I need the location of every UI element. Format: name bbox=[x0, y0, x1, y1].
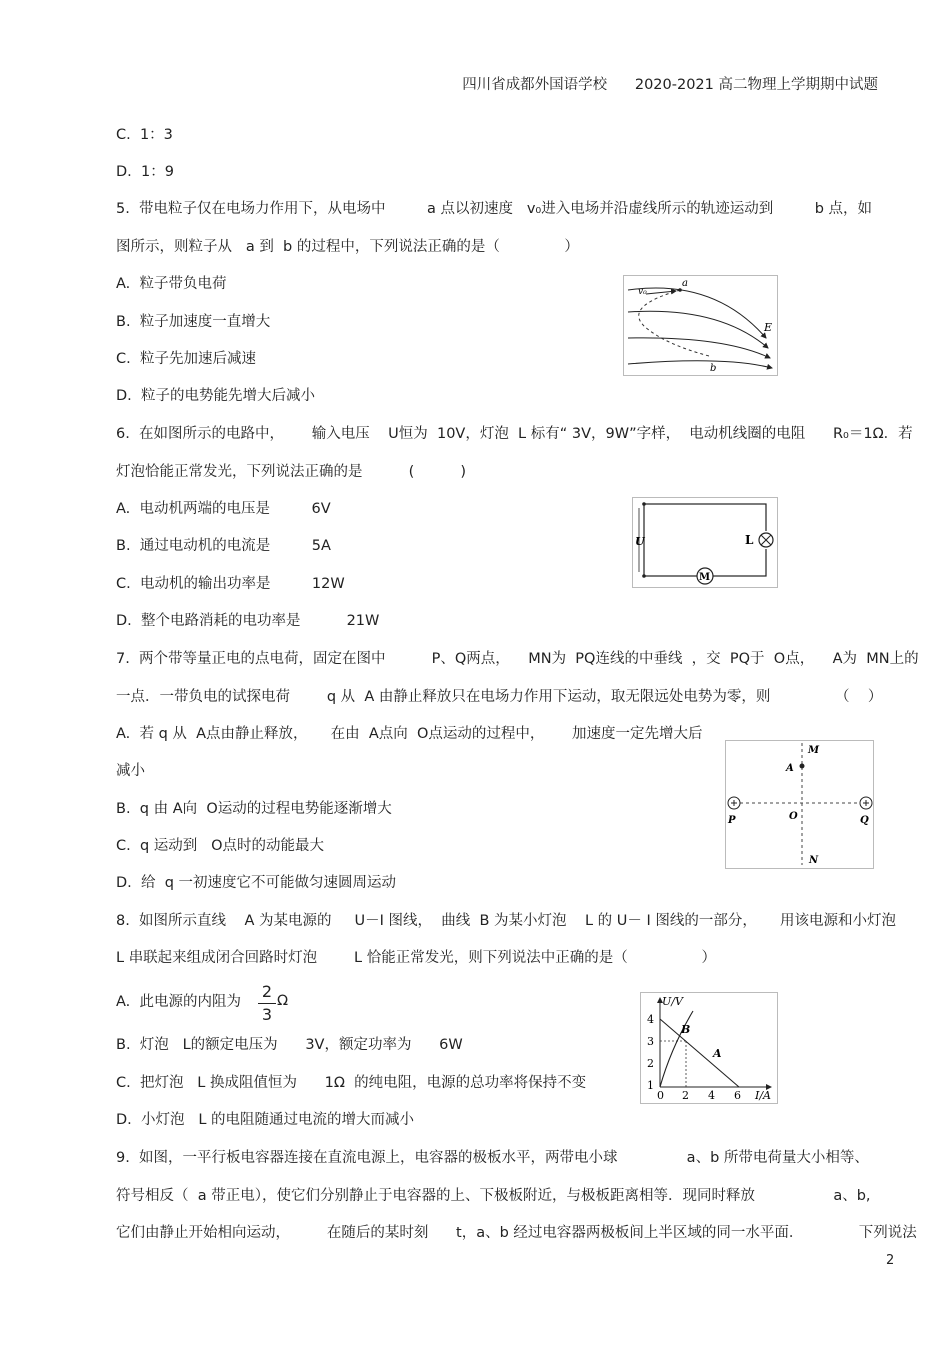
electric-field-trajectory-figure bbox=[623, 275, 778, 376]
option-4d: D. 1：9 bbox=[116, 164, 174, 180]
x-tick-4: 4 bbox=[708, 1089, 715, 1102]
question-5-line-1: 5. 带电粒子仅在电场力作用下，从电场中 a 点以初速度 v₀进入电场并沿虚线所示的轨迹运动到 b 点，如 bbox=[116, 201, 873, 217]
label-a: a bbox=[682, 278, 688, 289]
option-8a: A. 此电源的内阻为 bbox=[116, 994, 241, 1010]
field-line-3 bbox=[628, 338, 770, 358]
option-6d: D. 整个电路消耗的电功率是 21W bbox=[116, 613, 380, 629]
circuit-figure bbox=[632, 497, 778, 588]
y-tick-3: 3 bbox=[647, 1035, 654, 1048]
question-8-line-2: L 串联起来组成闭合回路时灯泡 L 恰能正常发光，则下列说法中正确的是（ ） bbox=[116, 950, 716, 966]
question-9-line-1: 9. 如图，一平行板电容器连接在直流电源上，电容器的极板水平，两带电小球 a、b 所带电荷量大小相等、 bbox=[116, 1150, 869, 1166]
option-6b: B. 通过电动机的电流是 5A bbox=[116, 538, 331, 554]
option-8d: D. 小灯泡 L 的电阻随通过电流的增大而减小 bbox=[116, 1112, 415, 1128]
page-header bbox=[462, 73, 878, 94]
option-5a: A. 粒子带负电荷 bbox=[116, 276, 227, 292]
label-M: M bbox=[699, 572, 711, 583]
option-6a: A. 电动机两端的电压是 6V bbox=[116, 501, 331, 517]
label-U: U bbox=[635, 535, 645, 548]
option-8b: B. 灯泡 L的额定电压为 3V，额定功率为 6W bbox=[116, 1037, 463, 1053]
fraction-denominator: 3 bbox=[261, 1005, 273, 1024]
option-7c: C. q 运动到 O点时的动能最大 bbox=[116, 838, 325, 854]
header-title: 2020-2021 高二物理上学期期中试题 bbox=[634, 77, 878, 93]
fraction-numerator: 2 bbox=[261, 982, 273, 1001]
label-M: M bbox=[808, 745, 820, 756]
label-A: A bbox=[786, 763, 794, 774]
y-tick-4: 4 bbox=[647, 1013, 654, 1026]
option-6c: C. 电动机的输出功率是 12W bbox=[116, 576, 345, 592]
fraction-bar bbox=[258, 1003, 276, 1004]
label-L: L bbox=[745, 533, 754, 547]
point-charges-figure bbox=[725, 740, 874, 869]
fraction-unit: Ω bbox=[277, 993, 289, 1009]
question-9-line-2: 符号相反（ a 带正电），使它们分别静止于电容器的上、下极板附近，与极板距离相等．现同时释放 a、b, bbox=[116, 1188, 871, 1204]
question-8-line-1: 8. 如图所示直线 A 为某电源的 U－I 图线， 曲线 B 为某小灯泡 L 的 U－ I 图线的一部分， 用该电源和小灯泡 bbox=[116, 913, 896, 929]
internal-resistance-fraction bbox=[258, 982, 276, 1025]
x-axis-label: I/A bbox=[755, 1089, 771, 1102]
option-5c: C. 粒子先加速后减速 bbox=[116, 351, 256, 367]
question-6-line-1: 6. 在如图所示的电路中， 输入电压 U恒为 10V，灯泡 L 标有“ 3V，9W”字样， 电动机线圈的电阻 R₀＝1Ω．若 bbox=[116, 426, 913, 442]
x-tick-6: 6 bbox=[734, 1089, 741, 1102]
field-line-4 bbox=[628, 361, 772, 368]
option-7a-line-2: 减小 bbox=[116, 763, 145, 779]
y-axis-label: U/V bbox=[662, 995, 683, 1008]
option-5b: B. 粒子加速度一直增大 bbox=[116, 314, 271, 330]
x-tick-2: 2 bbox=[682, 1089, 689, 1102]
trajectory-dashed bbox=[639, 290, 709, 356]
label-b: b bbox=[710, 363, 717, 374]
x-tick-0: 0 bbox=[657, 1089, 664, 1102]
label-v0: v₀ bbox=[638, 287, 647, 297]
question-5-line-2: 图所示，则粒子从 a 到 b 的过程中，下列说法正确的是（ ） bbox=[116, 239, 579, 255]
option-7a-line-1: A. 若 q 从 A点由静止释放， 在由 A点向 O点运动的过程中， 加速度一定先增大后 bbox=[116, 726, 703, 742]
option-7b: B. q 由 A向 O运动的过程电势能逐渐增大 bbox=[116, 801, 392, 817]
question-7-line-2: 一点．一带负电的试探电荷 q 从 A 由静止释放只在电场力作用下运动，取无限远处电势为零，则 （ ） bbox=[116, 689, 883, 705]
page-number: 2 bbox=[886, 1253, 895, 1268]
field-line-1 bbox=[628, 288, 766, 338]
y-tick-1: 1 bbox=[647, 1079, 654, 1092]
label-E: E bbox=[764, 321, 773, 334]
question-7-line-1: 7. 两个带等量正电的点电荷，固定在图中 P、Q两点， MN为 PQ连线的中垂线 ，交 PQ于 O点， A为 MN上的 bbox=[116, 651, 919, 667]
option-8c: C. 把灯泡 L 换成阻值恒为 1Ω 的纯电阻，电源的总功率将保持不变 bbox=[116, 1075, 587, 1091]
u-i-graph-figure bbox=[640, 992, 778, 1104]
option-5d: D. 粒子的电势能先增大后减小 bbox=[116, 388, 315, 404]
y-tick-2: 2 bbox=[647, 1057, 654, 1070]
field-line-2 bbox=[628, 311, 768, 348]
label-B: B bbox=[681, 1023, 691, 1036]
label-P: P bbox=[728, 815, 736, 826]
question-9-line-3: 它们由静止开始相向运动， 在随后的某时刻 t，a、b 经过电容器两极板间上半区域的同一水平面． 下列说法 bbox=[116, 1225, 917, 1241]
question-6-line-2: 灯泡恰能正常发光，下列说法正确的是 ( ) bbox=[116, 464, 466, 480]
point-A bbox=[800, 764, 805, 769]
label-A: A bbox=[713, 1047, 722, 1060]
option-4c: C. 1：3 bbox=[116, 127, 173, 143]
option-7d: D. 给 q 一初速度它不可能做匀速圆周运动 bbox=[116, 875, 397, 891]
label-O: O bbox=[789, 811, 798, 822]
label-Q: Q bbox=[860, 815, 869, 826]
header-school: 四川省成都外国语学校 bbox=[462, 77, 608, 93]
label-N: N bbox=[809, 855, 819, 866]
